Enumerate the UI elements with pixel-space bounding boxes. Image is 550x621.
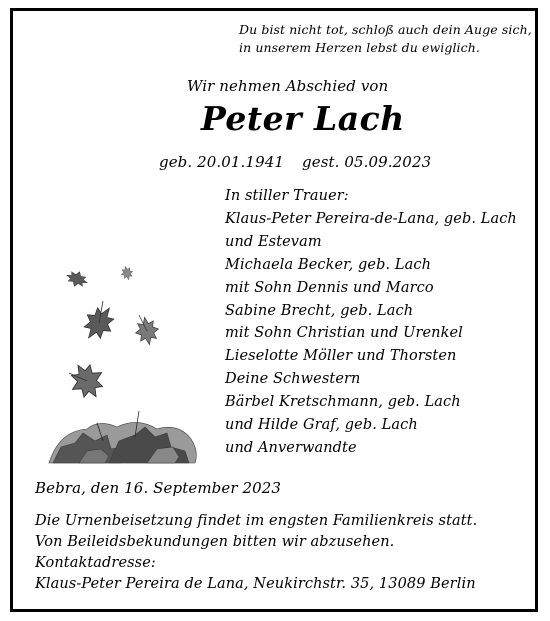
- life-dates: [159, 153, 431, 171]
- mourner-line: Michaela Becker, geb. Lach: [225, 256, 432, 273]
- mourner-line: Bärbel Kretschmann, geb. Lach: [225, 394, 461, 411]
- mourner-line: mit Sohn Christian und Urenkel: [225, 325, 463, 342]
- mourner-line: und Estevam: [225, 233, 322, 250]
- mourner-line: Lieselotte Möller und Thorsten: [225, 348, 457, 365]
- mourner-line: Klaus-Peter Pereira-de-Lana, geb. Lach: [225, 210, 517, 227]
- deceased-name: Peter Lach: [201, 99, 405, 138]
- farewell-intro: Wir nehmen Abschied von: [187, 77, 389, 95]
- obituary-notice: [10, 8, 538, 612]
- mourners-list: [225, 185, 535, 460]
- mourner-line: und Hilde Graf, geb. Lach: [225, 417, 418, 434]
- poem: [239, 21, 532, 57]
- mourner-line: Sabine Brecht, geb. Lach: [225, 302, 414, 319]
- mourners-heading: In stiller Trauer:: [225, 188, 349, 204]
- mourner-line: Deine Schwestern: [225, 371, 361, 388]
- burial-note: Die Urnenbeisetzung findet im engsten Familienkreis statt.: [35, 513, 478, 529]
- poem-line-1: Du bist nicht tot, schloß auch dein Auge sich,: [239, 22, 532, 37]
- funeral-info: [35, 511, 535, 595]
- poem-line-2: in unserem Herzen lebst du ewiglich.: [239, 40, 480, 55]
- falling-leaves-image: [39, 251, 199, 466]
- contact-label: Kontaktadresse:: [35, 555, 156, 571]
- mourner-line: mit Sohn Dennis und Marco: [225, 279, 434, 296]
- death-date: gest. 05.09.2023: [302, 153, 432, 171]
- contact-address: Klaus-Peter Pereira de Lana, Neukirchstr. 35, 13089 Berlin: [35, 576, 476, 592]
- place-and-date: Bebra, den 16. September 2023: [35, 479, 282, 497]
- mourner-line: und Anverwandte: [225, 439, 357, 456]
- condolence-note: Von Beileidsbekundungen bitten wir abzusehen.: [35, 534, 395, 550]
- birth-date: geb. 20.01.1941: [159, 153, 285, 171]
